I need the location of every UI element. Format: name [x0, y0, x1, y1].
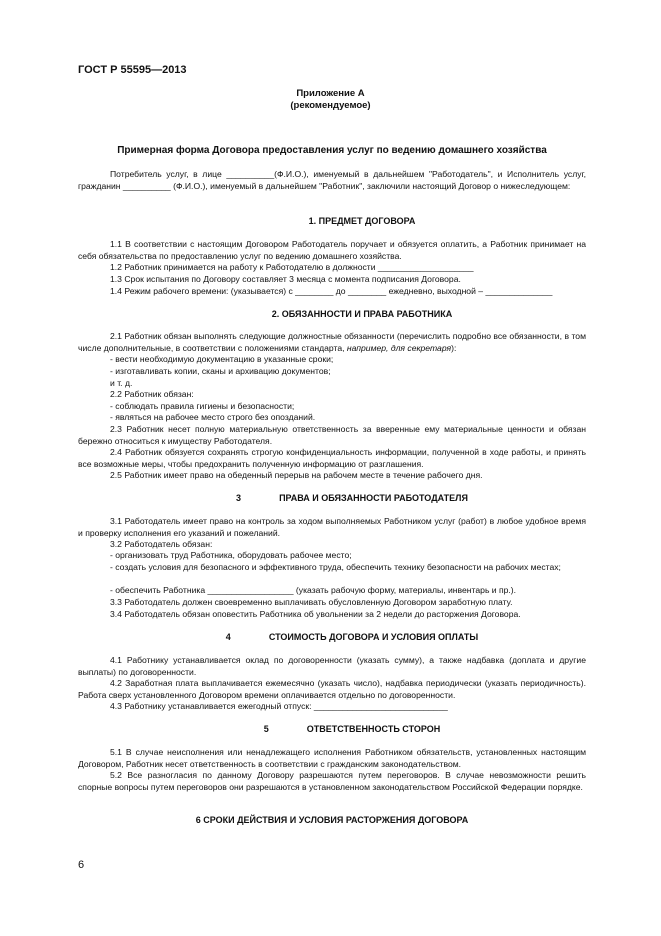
section-5-title: [78, 724, 606, 734]
list-item: - вести необходимую документацию в указанные сроки;: [110, 354, 334, 364]
section-heading: ПРАВА И ОБЯЗАННОСТИ РАБОТОДАТЕЛЯ: [279, 493, 468, 503]
clause-1-1: 1.1 В соответствии с настоящим Договором Работодатель поручает и обязуется оплатить, а Работник принимает на себя обязательства по предоставлению услуг по ведению домашнего хозяйства.: [78, 239, 586, 261]
clause-2-5: 2.5 Работник имеет право на обеденный перерыв на рабочем месте в течение рабочего дня.: [110, 470, 483, 480]
clause-1-4: 1.4 Режим рабочего времени: (указывается) с ________ до ________ ежедневно, выходной – ______________: [110, 286, 553, 296]
clause-4-2: 4.2 Заработная плата выплачивается ежемесячно (указать число), надбавка периодически (указать периодичность). Работа сверх установленного Договором времени оплачивается отдельно по договоренности.: [78, 678, 586, 700]
clause-2-1-main: 2.1 Работник обязан выполнять следующие должностные обязанности (перечислить подробно все обязанности, в том числе дополнительные, в соответствии с положениями стандарта,: [78, 331, 586, 353]
list-item: - создать условия для безопасного и эффективного труда, обеспечить технику безопасности на рабочих местах;: [110, 562, 561, 572]
clause-5-2: 5.2 Все разногласия по данному Договору разрешаются путем переговоров. В случае невозможности решить спорные вопросы путем переговоров они разрешаются в установленном законодательством Российской Федерации порядке.: [78, 770, 586, 792]
clause-5-1: 5.1 В случае неисполнения или ненадлежащего исполнения Работником обязательств, установленных настоящим Договором, Работник несет ответственность в соответствии с гражданским законодательством.: [78, 747, 586, 769]
list-item: - изготавливать копии, сканы и архивацию документов;: [110, 366, 331, 376]
list-item: - организовать труд Работника, оборудовать рабочее место;: [110, 550, 352, 560]
page-number: 6: [78, 859, 85, 871]
list-item: - являться на рабочее место строго без опозданий.: [110, 412, 316, 422]
standard-header: ГОСТ Р 55595—2013: [78, 64, 187, 76]
document-title: Примерная форма Договора предоставления услуг по ведению домашнего хозяйства: [117, 145, 547, 156]
clause-1-3: 1.3 Срок испытания по Договору составляет 3 месяца с момента подписания Договора.: [110, 274, 461, 284]
clause-3-4: 3.4 Работодатель обязан оповестить Работника об увольнении за 2 недели до расторжения Договора.: [110, 609, 521, 619]
clause-2-3: 2.3 Работник несет полную материальную ответственность за вверенные ему материальные ценности и обязан бережно относиться к имуществу Работодателя.: [78, 424, 586, 446]
list-item: и т. д.: [110, 378, 133, 388]
section-3-title: [78, 493, 606, 503]
clause-3-1: 3.1 Работодатель имеет право на контроль за ходом выполняемых Работником услуг (работ) в любое удобное время и проверку исполнения его указаний и пожеланий.: [78, 516, 586, 538]
clause-2-2: 2.2 Работник обязан:: [110, 389, 194, 399]
section-number: 4: [225, 632, 231, 642]
list-item: - соблюдать правила гигиены и безопасности;: [110, 401, 295, 411]
section-number: 5: [263, 724, 269, 734]
clause-2-1-example: например, для секретаря: [346, 342, 452, 353]
appendix-label: Приложение А: [296, 88, 365, 99]
intro-paragraph: Потребитель услуг, в лице __________(Ф.И.О.), именуемый в дальнейшем "Работодатель", и Исполнитель услуг, гражданин __________ (Ф.И.О.), именуемый в дальнейшем "Работник", заключили настоящий Договор о нижеследующем:: [78, 169, 586, 191]
section-heading: ОТВЕТСТВЕННОСТЬ СТОРОН: [306, 724, 441, 734]
list-item: - обеспечить Работника __________________ (указать рабочую форму, материалы, инвентарь и пр.).: [110, 585, 517, 595]
clause-1-2: 1.2 Работник принимается на работу к Работодателю в должности ____________________: [110, 262, 474, 272]
clause-2-1: [78, 331, 586, 354]
appendix-note: (рекомендуемое): [290, 100, 371, 111]
section-4-title: [78, 632, 606, 642]
clause-3-3: 3.3 Работодатель должен своевременно выплачивать обусловленную Договором заработную плату.: [110, 597, 513, 607]
section-heading: СТОИМОСТЬ ДОГОВОРА И УСЛОВИЯ ОПЛАТЫ: [268, 632, 479, 642]
clause-4-1: 4.1 Работнику устанавливается оклад по договоренности (указать сумму), а также надбавка (доплата и другие выплаты) по договоренности.: [78, 655, 586, 677]
section-6-title: 6 СРОКИ ДЕЙСТВИЯ И УСЛОВИЯ РАСТОРЖЕНИЯ ДОГОВОРА: [195, 815, 469, 825]
section-number: 3: [236, 493, 242, 503]
clause-3-2: 3.2 Работодатель обязан:: [110, 539, 213, 549]
clause-2-4: 2.4 Работник обязуется сохранять строгую конфиденциальность информации, полученной в ходе работы, и принять все возможные меры, чтобы предохранить полученную информацию от разглашения.: [78, 447, 586, 469]
clause-2-1-end: ):: [451, 342, 457, 353]
section-2-title: 2. ОБЯЗАННОСТИ И ПРАВА РАБОТНИКА: [271, 309, 453, 319]
section-1-title: 1. ПРЕДМЕТ ДОГОВОРА: [308, 216, 416, 226]
clause-4-3: 4.3 Работнику устанавливается ежегодный отпуск: ____________________________: [110, 701, 448, 711]
